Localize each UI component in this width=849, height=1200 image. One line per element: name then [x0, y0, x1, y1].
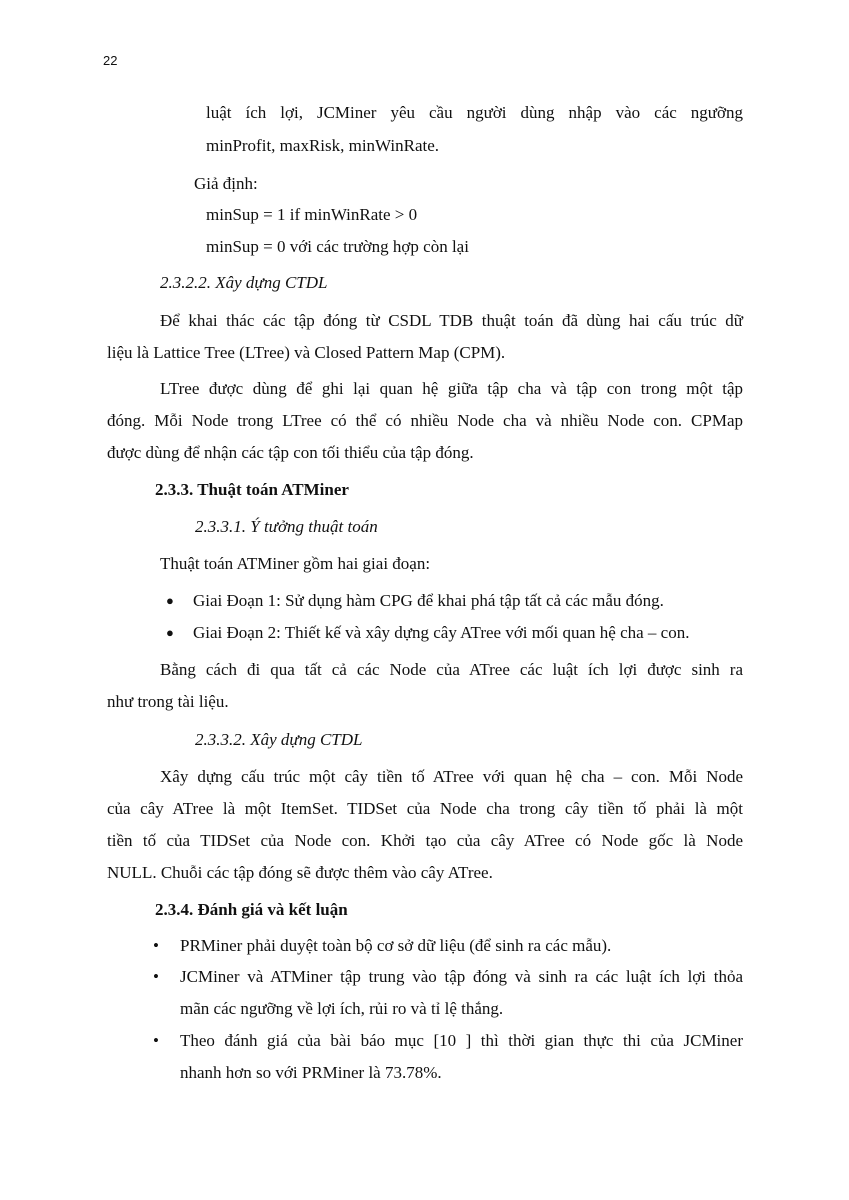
paragraph-line: của cây ATree là một ItemSet. TIDSet của Node cha trong cây tiền tố phải là một	[107, 799, 743, 818]
assumption-label: Giả định:	[194, 174, 258, 193]
paragraph-line: NULL. Chuỗi các tập đóng sẽ được thêm vào cây ATree.	[107, 863, 493, 882]
text-line: luật ích lợi, JCMiner yêu cầu người dùng nhập vào các ngưỡng	[206, 103, 743, 122]
paragraph-line: Thuật toán ATMiner gồm hai giai đoạn:	[160, 554, 431, 573]
subsection-heading-2-3-2-2: 2.3.2.2. Xây dựng CTDL	[160, 273, 328, 292]
paragraph-line: Bằng cách đi qua tất cả các Node của ATree các luật ích lợi được sinh ra	[160, 660, 743, 679]
bullet-item-continuation: mãn các ngưỡng về lợi ích, rủi ro và tỉ lệ thắng.	[180, 999, 504, 1018]
paragraph-line: như trong tài liệu.	[107, 692, 229, 711]
paragraph-line: tiền tố của TIDSet của Node con. Khởi tạo của cây ATree có Node gốc là Node	[107, 831, 743, 850]
bullet-item: Giai Đoạn 2: Thiết kế và xây dựng cây ATree với mối quan hệ cha – con.	[193, 623, 690, 642]
paragraph-line: Xây dựng cấu trúc một cây tiền tố ATree với quan hệ cha – con. Mỗi Node	[160, 767, 743, 786]
bullet-item: Theo đánh giá của bài báo mục [10 ] thì thời gian thực thi của JCMiner	[180, 1031, 743, 1050]
section-heading-2-3-3: 2.3.3. Thuật toán ATMiner	[155, 480, 349, 499]
paragraph-line: liệu là Lattice Tree (LTree) và Closed Pattern Map (CPM).	[107, 343, 506, 362]
bullet-marker: ●	[166, 593, 174, 608]
paragraph-line: được dùng để nhận các tập con tối thiểu của tập đóng.	[107, 443, 474, 462]
subsection-heading-2-3-3-2: 2.3.3.2. Xây dựng CTDL	[195, 730, 363, 749]
bullet-marker: •	[153, 1031, 159, 1050]
page-number: 22	[103, 53, 118, 68]
paragraph-line: LTree được dùng để ghi lại quan hệ giữa tập cha và tập con trong một tập	[160, 379, 743, 398]
section-heading-2-3-4: 2.3.4. Đánh giá và kết luận	[155, 900, 348, 919]
paragraph-line: đóng. Mỗi Node trong LTree có thể có nhiều Node cha và nhiều Node con. CPMap	[107, 411, 743, 430]
formula-line: minSup = 1 if minWinRate > 0	[206, 205, 418, 224]
bullet-marker: •	[153, 967, 159, 986]
bullet-item: Giai Đoạn 1: Sử dụng hàm CPG để khai phá tập tất cả các mẫu đóng.	[193, 591, 664, 610]
formula-line: minSup = 0 với các trường hợp còn lại	[206, 237, 469, 256]
subsection-heading-2-3-3-1: 2.3.3.1. Ý tưởng thuật toán	[195, 517, 378, 536]
bullet-marker: •	[153, 936, 159, 955]
paragraph-line: Để khai thác các tập đóng từ CSDL TDB thuật toán đã dùng hai cấu trúc dữ	[160, 311, 743, 330]
bullet-item-continuation: nhanh hơn so với PRMiner là 73.78%.	[180, 1063, 442, 1082]
bullet-marker: ●	[166, 625, 174, 640]
bullet-item: PRMiner phải duyệt toàn bộ cơ sở dữ liệu (để sinh ra các mẫu).	[180, 936, 612, 955]
bullet-item: JCMiner và ATMiner tập trung vào tập đóng và sinh ra các luật ích lợi thỏa	[180, 967, 743, 986]
text-line: minProfit, maxRisk, minWinRate.	[206, 136, 440, 155]
